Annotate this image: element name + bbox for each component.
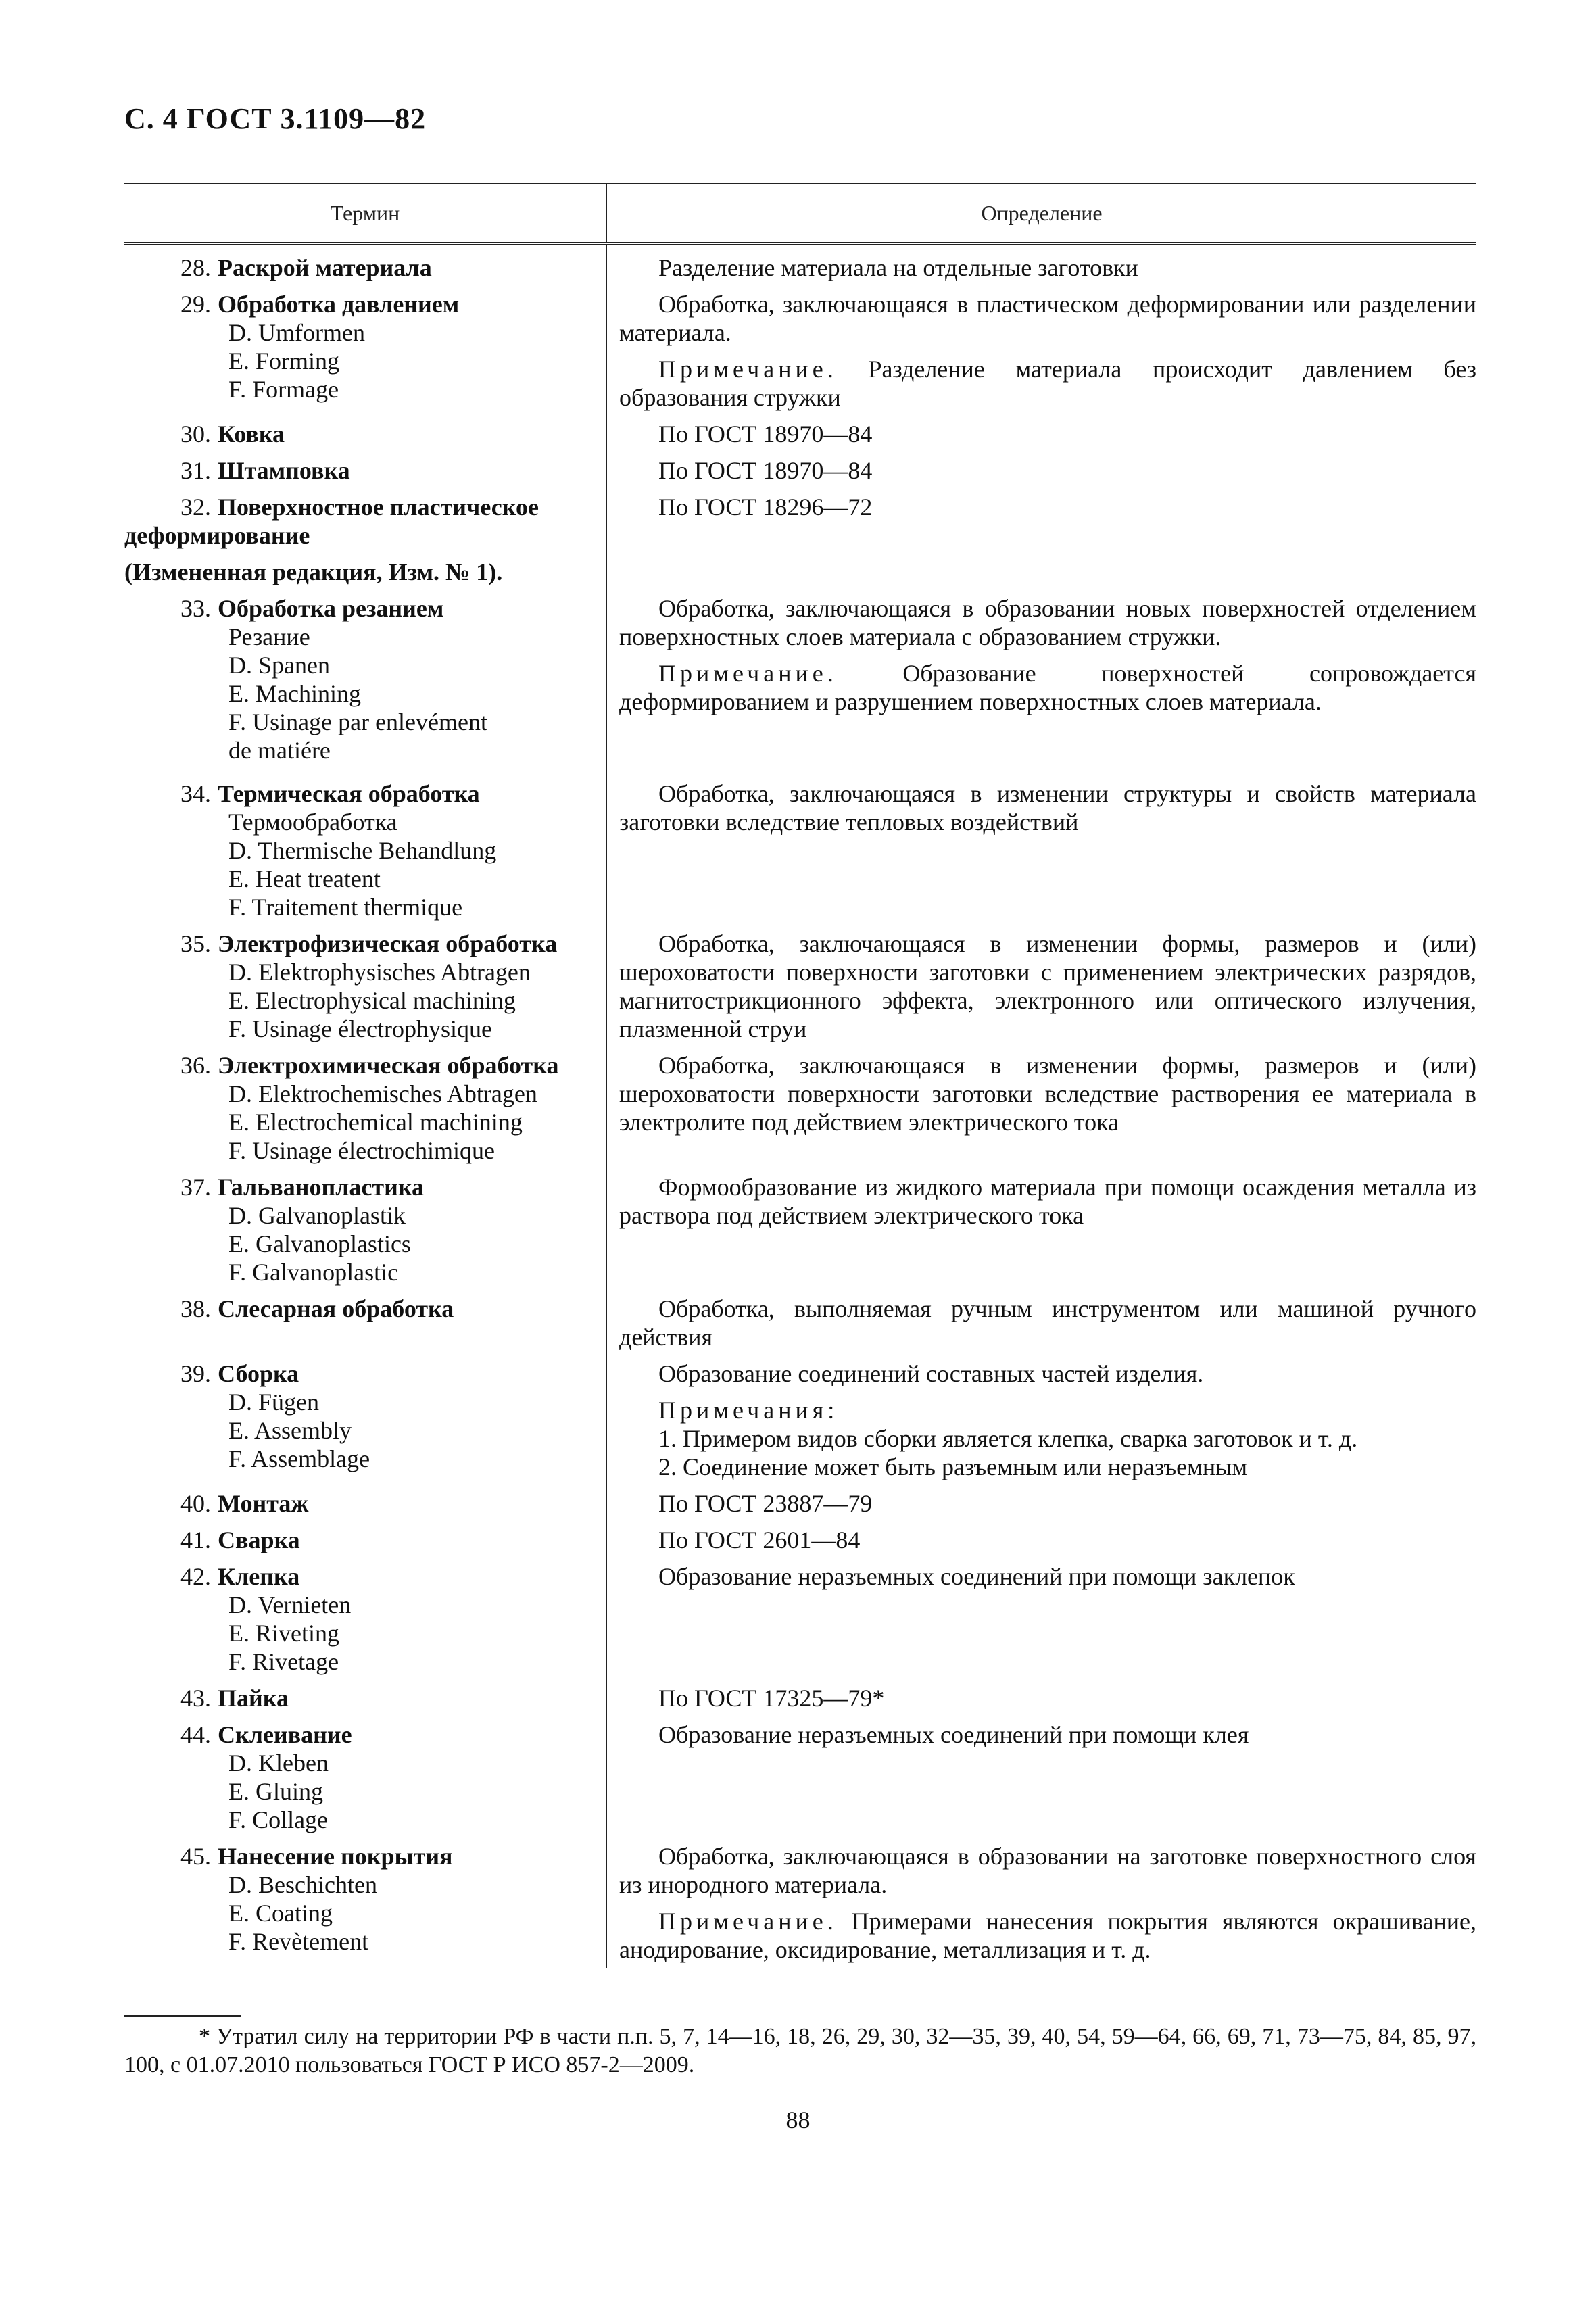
term-equivalent: E. Forming — [228, 347, 340, 375]
term-name: Раскрой материала — [218, 254, 432, 281]
term-number: 39. — [180, 1360, 211, 1387]
term-equivalent: E. Heat treatent — [228, 865, 381, 892]
term-name: Штамповка — [218, 457, 350, 484]
definition-text: Обработка, заключающаяся в изменении структуры и свойств материала заготовки вследствие тепловых воздействий — [619, 780, 1476, 836]
table-row — [124, 594, 1476, 765]
table-body — [124, 245, 1476, 1968]
term-equivalent: D. Galvanoplastik — [228, 1202, 406, 1229]
term-number: 37. — [180, 1174, 211, 1201]
term-equivalent: E. Riveting — [228, 1620, 339, 1647]
definition-text — [619, 659, 1476, 716]
table-row — [124, 290, 1476, 412]
term-name: Пайка — [218, 1685, 289, 1712]
term-name: Монтаж — [218, 1490, 309, 1517]
table-row — [124, 1684, 1476, 1712]
term-equivalent: de matiére — [228, 737, 331, 764]
table-row — [124, 1842, 1476, 1968]
table-row — [124, 1489, 1476, 1518]
table-row — [124, 1295, 1476, 1351]
term-number: 41. — [180, 1526, 211, 1553]
definition-text: Обработка, выполняемая ручным инструментом или машиной ручного действия — [619, 1295, 1476, 1351]
definition-text: Обработка, заключающаяся в изменении формы, размеров и (или) шероховатости поверхности заготовки с применением электрических разрядов, магнитострикционного эффекта, электронного или оптического излучения, плазменной струи — [619, 930, 1476, 1042]
term-name: Слесарная обработка — [218, 1295, 454, 1322]
table-row — [124, 420, 1476, 448]
definition-text: По ГОСТ 18296—72 — [658, 493, 873, 521]
note-label: Примечание. — [658, 1908, 838, 1935]
term-name: Обработка давлением — [218, 291, 460, 318]
definition-text: Образование соединений составных частей изделия. — [658, 1360, 1204, 1387]
term-name: Гальванопластика — [218, 1174, 425, 1201]
term-equivalent: D. Umformen — [228, 319, 365, 346]
table-row — [124, 779, 1476, 921]
term-number: 33. — [180, 595, 211, 622]
term-name: Сварка — [218, 1526, 300, 1553]
definition-text: По ГОСТ 2601—84 — [658, 1526, 861, 1553]
definition-text: Образование неразъемных соединений при помощи клея — [658, 1721, 1249, 1748]
definition-text: По ГОСТ 18970—84 — [658, 420, 873, 448]
term-equivalent: F. Traitement thermique — [228, 894, 463, 921]
term-name: Нанесение покрытия — [218, 1843, 453, 1870]
term-name: деформирование — [124, 522, 310, 549]
term-equivalent: E. Machining — [228, 680, 361, 707]
term-name: Клепка — [218, 1563, 300, 1590]
term-equivalent: F. Assemblage — [228, 1445, 370, 1472]
definition-text: По ГОСТ 23887—79 — [658, 1490, 873, 1517]
term-equivalent: F. Rivetage — [228, 1648, 339, 1675]
term-equivalent: F. Formage — [228, 376, 339, 403]
note-label: Примечание. — [658, 660, 838, 687]
column-header-definition: Определение — [981, 200, 1103, 225]
definition-text: Примерами нанесения покрытия являются окрашивание, анодирование, оксидирование, металлизация и т. д. — [619, 1908, 1476, 1963]
term-name: Склеивание — [218, 1721, 352, 1748]
term-name: Сборка — [218, 1360, 299, 1387]
term-number: 40. — [180, 1490, 211, 1517]
table-row — [124, 1720, 1476, 1834]
term-equivalent: F. Collage — [228, 1806, 329, 1833]
note-label: Примечание. — [658, 356, 838, 383]
term-number: 44. — [180, 1721, 211, 1748]
term-number: 45. — [180, 1843, 211, 1870]
terms-table — [124, 183, 1476, 1968]
term-number: 29. — [180, 291, 211, 318]
definition-text: Разделение материала происходит давлением без образования стружки — [619, 356, 1476, 411]
table-row — [124, 930, 1476, 1043]
definition-text — [619, 1396, 1476, 1424]
table-row — [124, 1051, 1476, 1165]
term-name: Ковка — [218, 420, 285, 448]
table-row — [124, 1562, 1476, 1676]
amendment-note — [124, 558, 1476, 586]
table-row — [124, 493, 1476, 550]
definition-text: Обработка, заключающаяся в пластическом деформировании или разделении материала. — [619, 291, 1476, 346]
term-equivalent: D. Thermische Behandlung — [228, 837, 497, 864]
term-name: Поверхностное пластическое — [218, 493, 539, 521]
term-number: 35. — [180, 930, 211, 957]
term-number: 42. — [180, 1563, 211, 1590]
term-number: 36. — [180, 1052, 211, 1079]
term-equivalent: F. Revètement — [228, 1928, 369, 1955]
definition-text — [619, 355, 1476, 412]
definition-text: Образование неразъемных соединений при помощи заклепок — [658, 1563, 1295, 1590]
term-name: Обработка резанием — [218, 595, 444, 622]
term-equivalent: D. Spanen — [228, 652, 330, 679]
term-equivalent: D. Elektrochemisches Abtragen — [228, 1080, 537, 1107]
term-equivalent: Резание — [228, 623, 310, 650]
term-number: 34. — [180, 780, 211, 807]
term-equivalent: Термообработка — [228, 809, 397, 836]
table-row — [124, 1526, 1476, 1554]
footnote-rule — [124, 2015, 241, 2017]
definition-text — [619, 1907, 1476, 1964]
term-equivalent: E. Coating — [228, 1900, 333, 1927]
term-equivalent: D. Kleben — [228, 1750, 329, 1777]
term-equivalent: E. Assembly — [228, 1417, 352, 1444]
definition-text: Обработка, заключающаяся в изменении формы, размеров и (или) шероховатости поверхности заготовки вследствие растворения ее материала в электролите под действием электрического тока — [619, 1052, 1476, 1136]
page-header: С. 4 ГОСТ 3.1109—82 — [124, 102, 427, 135]
column-header-term: Термин — [124, 184, 607, 242]
term-equivalent: F. Usinage électrochimique — [228, 1137, 495, 1164]
term-number: 43. — [180, 1685, 211, 1712]
definition-text: (Измененная редакция, Изм. № 1). — [124, 558, 503, 585]
term-equivalent: F. Galvanoplastic — [228, 1259, 399, 1286]
note-label: Примечания: — [658, 1397, 839, 1424]
term-number: 31. — [180, 457, 211, 484]
table-row — [124, 245, 1476, 282]
definition-text: Обработка, заключающаяся в образовании новых поверхностей отделением поверхностных слоев материала с образованием стружки. — [619, 595, 1476, 650]
term-name: Электрофизическая обработка — [218, 930, 558, 957]
table-row — [124, 1359, 1476, 1481]
definition-text: Обработка, заключающаяся в образовании на заготовке поверхностного слоя из инородного материала. — [619, 1843, 1476, 1898]
definition-text: 2. Соединение может быть разъемным или неразъемным — [658, 1453, 1248, 1480]
term-equivalent: E. Galvanoplastics — [228, 1230, 411, 1257]
definition-text: Образование поверхностей сопровождается деформированием и разрушением поверхностных слоев материала. — [619, 660, 1476, 715]
term-number: 32. — [180, 493, 211, 521]
term-equivalent: E. Electrophysical machining — [228, 987, 516, 1014]
table-row — [124, 1173, 1476, 1286]
definition-text: Разделение материала на отдельные заготовки — [658, 254, 1138, 281]
definition-text: Формообразование из жидкого материала при помощи осаждения металла из раствора под действием электрического тока — [619, 1174, 1476, 1229]
term-equivalent: D. Vernieten — [228, 1591, 352, 1618]
definition-text: 1. Примером видов сборки является клепка, сварка заготовок и т. д. — [658, 1425, 1358, 1452]
term-name: Электрохимическая обработка — [218, 1052, 559, 1079]
table-row — [124, 456, 1476, 485]
term-number: 28. — [180, 254, 211, 281]
page-number: 88 — [785, 2106, 811, 2133]
term-number: 38. — [180, 1295, 211, 1322]
definition-text: По ГОСТ 18970—84 — [658, 457, 873, 484]
term-equivalent: F. Usinage par enlevément — [228, 708, 487, 735]
definition-text: По ГОСТ 17325—79* — [658, 1685, 885, 1712]
footnote: * Утратил силу на территории РФ в части п.п. 5, 7, 14—16, 18, 26, 29, 30, 32—35, 39, 40, 54, 59—64, 66, 69, 71, 73—75, 84, 85, 97, 100, с 01.07.2010 пользоваться ГОСТ Р ИСО 857-2—2009. — [124, 2024, 1476, 2077]
table-header — [124, 183, 1476, 245]
term-name: Термическая обработка — [218, 780, 480, 807]
term-equivalent: F. Usinage électrophysique — [228, 1015, 493, 1042]
term-equivalent: D. Fügen — [228, 1389, 319, 1416]
term-equivalent: D. Elektrophysisches Abtragen — [228, 959, 531, 986]
term-number: 30. — [180, 420, 211, 448]
term-equivalent: E. Electrochemical machining — [228, 1109, 523, 1136]
term-equivalent: D. Beschichten — [228, 1871, 377, 1898]
term-equivalent: E. Gluing — [228, 1778, 323, 1805]
